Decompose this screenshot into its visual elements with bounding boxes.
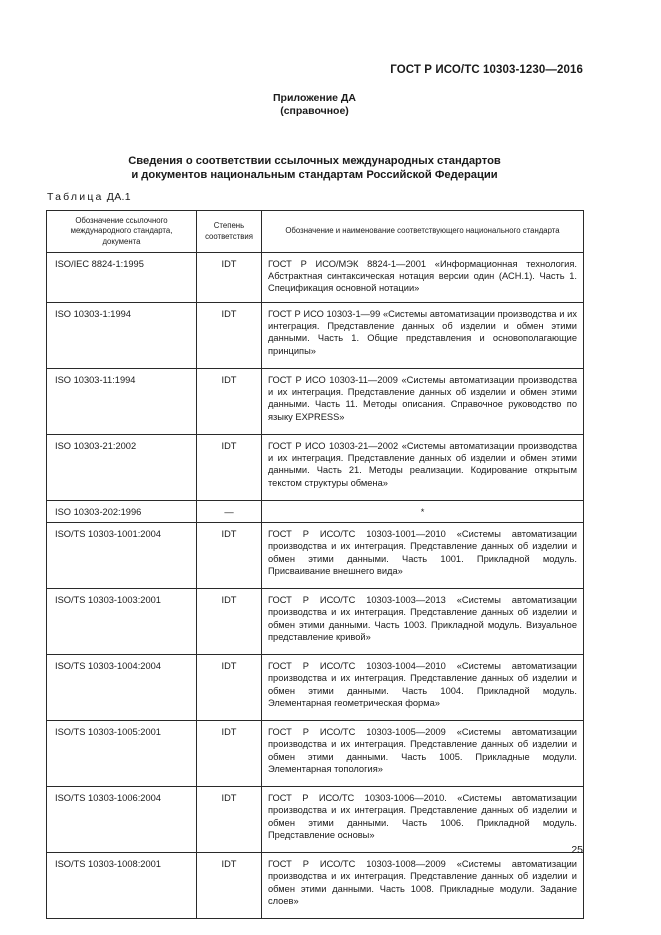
appendix-title: Приложение ДА xyxy=(273,92,356,104)
table-body xyxy=(47,253,584,919)
national-standard-cell: ГОСТ Р ИСО/ТС 10303-1008—2009 «Системы автоматизации производства и их интеграция. Представление данных об изделии и обмен этими данными. Часть 1008. Прикладные модули. Задание слоев» xyxy=(262,853,584,919)
degree-cell: IDT xyxy=(197,253,262,303)
degree-cell: IDT xyxy=(197,435,262,501)
national-standard-cell: ГОСТ Р ИСО/ТС 10303-1003—2013 «Системы автоматизации производства и их интеграция. Представление данных об изделии и обмен этими данными. Часть 1003. Прикладной модуль. Визуальное представление кривой» xyxy=(262,589,584,655)
header-reference-standard: Обозначение ссылочного международного стандарта, документа xyxy=(47,211,197,253)
table-row xyxy=(47,787,584,853)
appendix-subtitle: (справочное) xyxy=(280,105,349,117)
table-row xyxy=(47,253,584,303)
national-standard-cell: ГОСТ Р ИСО/ТС 10303-1001—2010 «Системы автоматизации производства и их интеграция. Представление данных об изделии и обмен этими данными. Часть 1001. Прикладной модуль. Присваивание внешнего вида» xyxy=(262,523,584,589)
degree-cell: IDT xyxy=(197,303,262,369)
table-row xyxy=(47,501,584,523)
national-standard-cell: ГОСТ Р ИСО 10303-11—2009 «Системы автоматизации производства и их интеграция. Представление данных об изделии и обмен этими данными. Часть 11. Методы описания. Справочное руководство по языку EXPRESS» xyxy=(262,369,584,435)
table-row xyxy=(47,435,584,501)
reference-standard-cell: ISO/TS 10303-1005:2001 xyxy=(47,721,197,787)
national-standard-cell: ГОСТ Р ИСО/ТС 10303-1005—2009 «Системы автоматизации производства и их интеграция. Представление данных об изделии и обмен этими данными. Часть 1005. Прикладные модули. Элементарная топология» xyxy=(262,721,584,787)
national-standard-cell: ГОСТ Р ИСО 10303-1—99 «Системы автоматизации производства и их интеграция. Представление данных об изделии и обмен этими данными. Часть 1. Общие представления и основополагающие принципы» xyxy=(262,303,584,369)
degree-cell: IDT xyxy=(197,523,262,589)
header-degree-of-correspondence: Степень соответствия xyxy=(197,211,262,253)
correspondence-table xyxy=(46,210,584,919)
table-row xyxy=(47,369,584,435)
degree-cell: — xyxy=(197,501,262,523)
section-title-line-1: Сведения о соответствии ссылочных международных стандартов xyxy=(128,155,501,167)
national-standard-cell: ГОСТ Р ИСО/ТС 10303-1004—2010 «Системы автоматизации производства и их интеграция. Представление данных об изделии и обмен этими данными. Часть 1004. Прикладной модуль. Элементарная геометрическая форма» xyxy=(262,655,584,721)
reference-standard-cell: ISO 10303-11:1994 xyxy=(47,369,197,435)
national-standard-cell: * xyxy=(262,501,584,523)
table-caption xyxy=(47,191,131,203)
table-row xyxy=(47,589,584,655)
table-row xyxy=(47,721,584,787)
reference-standard-cell: ISO/TS 10303-1006:2004 xyxy=(47,787,197,853)
reference-standard-cell: ISO/IEC 8824-1:1995 xyxy=(47,253,197,303)
table-row xyxy=(47,853,584,919)
reference-standard-cell: ISO 10303-202:1996 xyxy=(47,501,197,523)
document-code-header: ГОСТ Р ИСО/ТС 10303-1230—2016 xyxy=(390,64,583,76)
table-row xyxy=(47,523,584,589)
degree-cell: IDT xyxy=(197,655,262,721)
national-standard-cell: ГОСТ Р ИСО/МЭК 8824-1—2001 «Информационная технология. Абстрактная синтаксическая нотация версии один (АСН.1). Часть 1. Спецификация основной нотации» xyxy=(262,253,584,303)
table-row xyxy=(47,655,584,721)
degree-cell: IDT xyxy=(197,369,262,435)
section-title xyxy=(0,154,629,182)
table-caption-id: ДА.1 xyxy=(106,191,131,203)
reference-standard-cell: ISO 10303-1:1994 xyxy=(47,303,197,369)
reference-standard-cell: ISO/TS 10303-1001:2004 xyxy=(47,523,197,589)
reference-standard-cell: ISO 10303-21:2002 xyxy=(47,435,197,501)
table-row xyxy=(47,303,584,369)
appendix-heading xyxy=(0,92,629,118)
reference-standard-cell: ISO/TS 10303-1004:2004 xyxy=(47,655,197,721)
table-header-row xyxy=(47,211,584,253)
reference-standard-cell: ISO/TS 10303-1003:2001 xyxy=(47,589,197,655)
header-national-standard: Обозначение и наименование соответствующего национального стандарта xyxy=(262,211,584,253)
section-title-line-2: и документов национальным стандартам Российской Федерации xyxy=(131,169,498,181)
national-standard-cell: ГОСТ Р ИСО 10303-21—2002 «Системы автоматизации производства и их интеграция. Представление данных об изделии и обмен этими данными. Часть 21. Методы реализации. Кодирование открытым текстом структуры обмена» xyxy=(262,435,584,501)
degree-cell: IDT xyxy=(197,721,262,787)
page-number: 25 xyxy=(571,844,583,856)
table-caption-word: Таблица xyxy=(47,191,104,203)
reference-standard-cell: ISO/TS 10303-1008:2001 xyxy=(47,853,197,919)
national-standard-cell: ГОСТ Р ИСО/ТС 10303-1006—2010. «Системы автоматизации производства и их интеграция. Представление данных об изделии и обмен этими данными. Часть 1006. Прикладной модуль. Представление основы» xyxy=(262,787,584,853)
degree-cell: IDT xyxy=(197,589,262,655)
degree-cell: IDT xyxy=(197,853,262,919)
degree-cell: IDT xyxy=(197,787,262,853)
